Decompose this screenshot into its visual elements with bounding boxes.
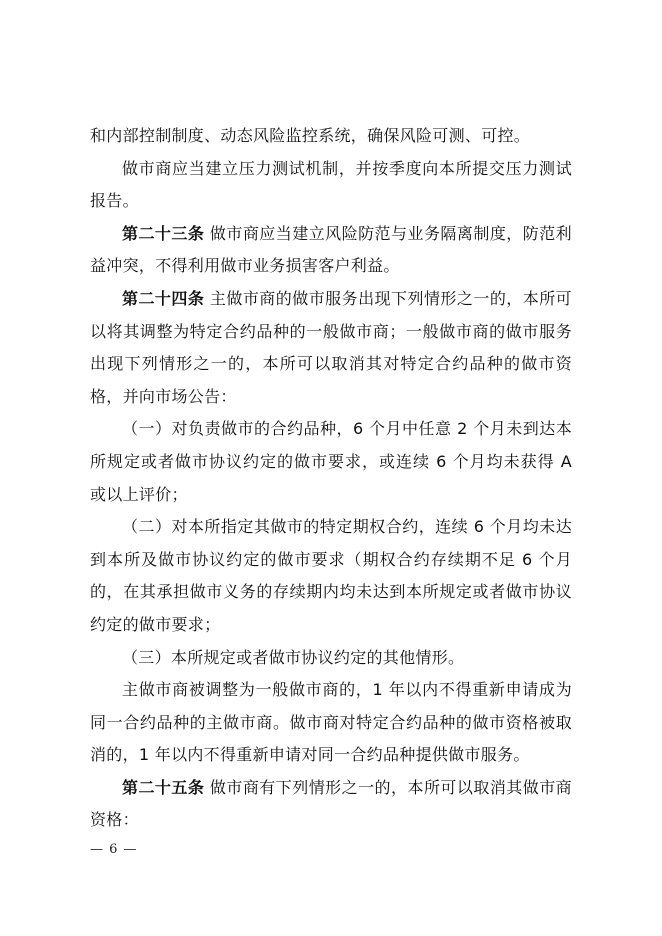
paragraph-text: 主做市商的做市服务出现下列情形之一的，本所可以将其调整为特定合约品种的一般做市商；一般做市商的做市服务出现下列情形之一的，本所可以取消其对特定合约品种的做市资格，并向市场公告： bbox=[90, 288, 572, 406]
page-number: — 6 — bbox=[90, 842, 138, 857]
paragraph bbox=[90, 283, 572, 413]
paragraph-text: 做市商应当建立风险防范与业务隔离制度，防范利益冲突，不得利用做市业务损害客户利益。 bbox=[90, 223, 572, 276]
paragraph-text: 做市商应当建立压力测试机制，并按季度向本所提交压力测试报告。 bbox=[90, 158, 572, 211]
body-text bbox=[90, 120, 572, 837]
paragraph bbox=[90, 153, 572, 218]
article-title: 第二十四条 bbox=[122, 288, 205, 308]
paragraph bbox=[90, 772, 572, 837]
paragraph-text: （二）对本所指定其做市的特定期权合约，连续 6 个月均未达到本所及做市协议约定的做市要求（期权合约存续期不足 6 个月的，在其承担做市义务的存续期内均未达到本所规定或者做市协议约定的做市要求； bbox=[90, 517, 572, 634]
paragraph bbox=[90, 642, 572, 675]
paragraph bbox=[90, 674, 572, 772]
paragraph bbox=[90, 218, 572, 283]
article-title: 第二十五条 bbox=[122, 777, 205, 797]
article-title: 第二十三条 bbox=[122, 223, 205, 243]
paragraph bbox=[90, 511, 572, 641]
paragraph bbox=[90, 120, 572, 153]
paragraph-text: 主做市商被调整为一般做市商的，1 年以内不得重新申请成为同一合约品种的主做市商。做市商对特定合约品种的做市资格被取消的，1 年以内不得重新申请对同一合约品种提供做市服务。 bbox=[90, 680, 572, 765]
paragraph-text: （三）本所规定或者做市协议约定的其他情形。 bbox=[122, 647, 465, 667]
paragraph-text: （一）对负责做市的合约品种，6 个月中任意 2 个月未到达本所规定或者做市协议约定的做市要求，或连续 6 个月均未获得 A 或以上评价； bbox=[90, 419, 572, 504]
paragraph bbox=[90, 413, 572, 511]
paragraph-text: 和内部控制制度、动态风险监控系统，确保风险可测、可控。 bbox=[90, 126, 531, 145]
paragraph-text: 做市商有下列情形之一的，本所可以取消其做市商资格： bbox=[90, 777, 572, 830]
